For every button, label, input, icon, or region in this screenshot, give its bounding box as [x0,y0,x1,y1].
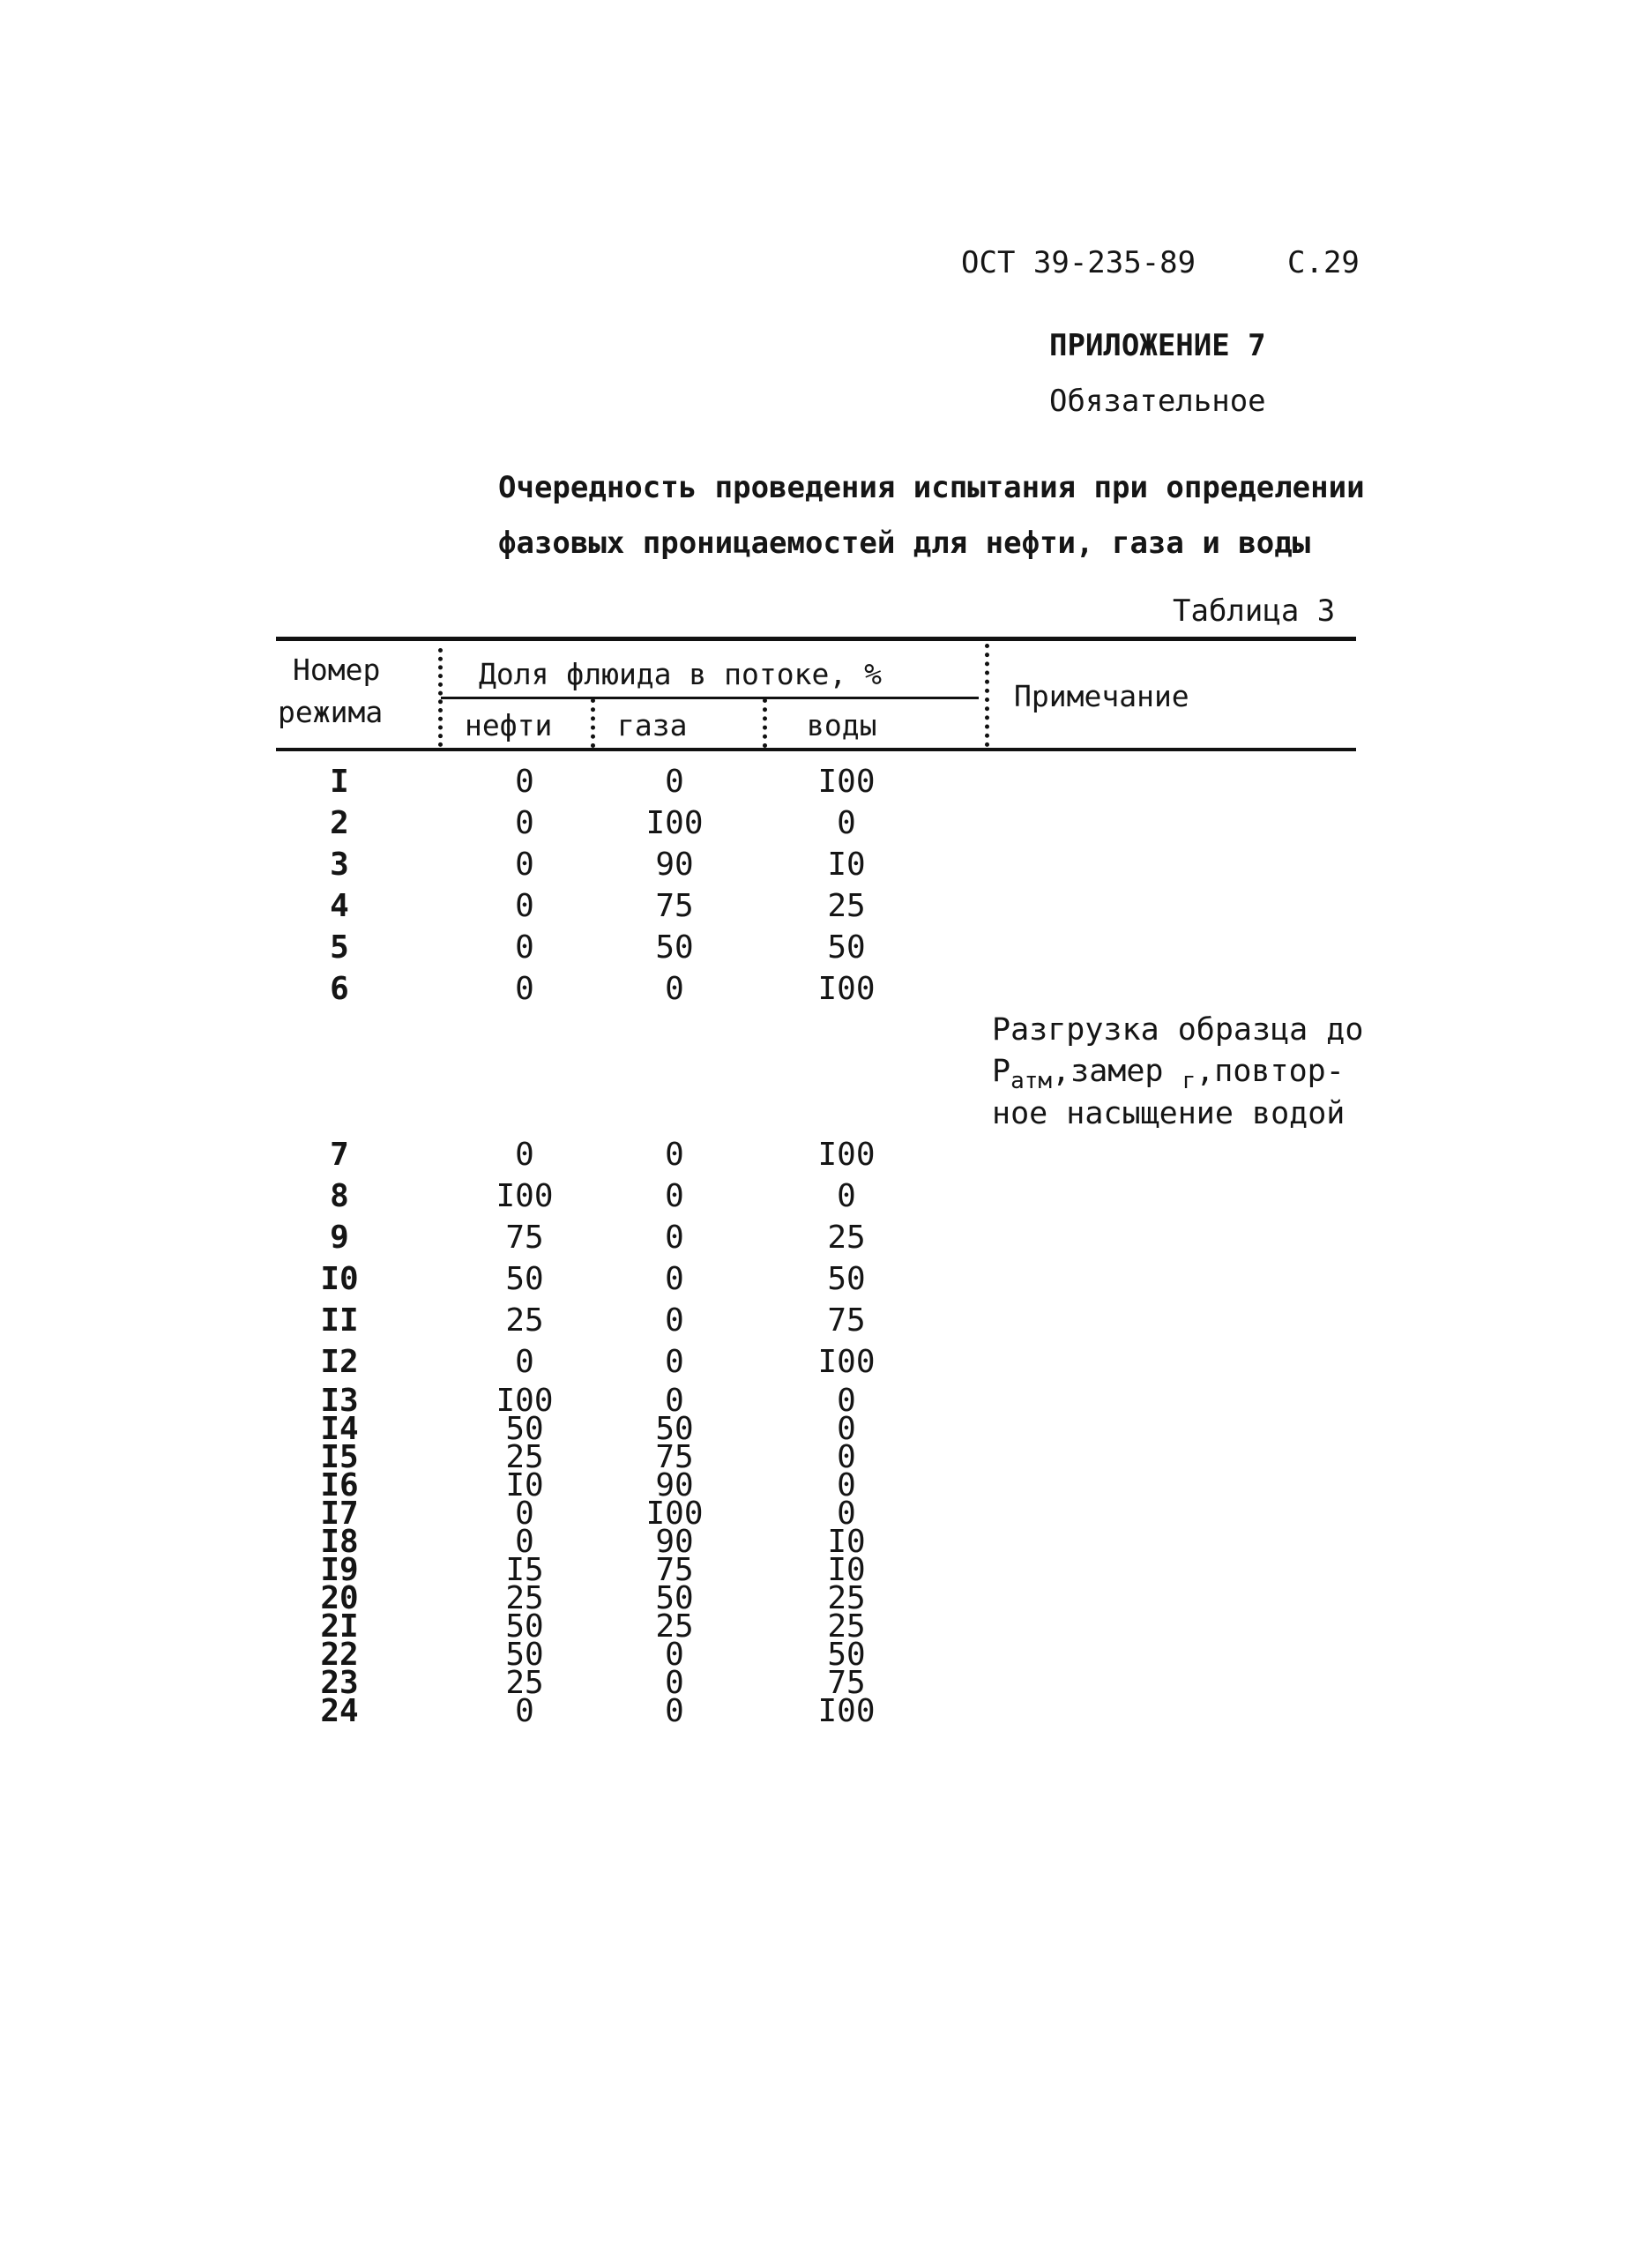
appendix-title: ПРИЛОЖЕНИЕ 7 [1049,328,1266,363]
cell-oil: 0 [515,1137,534,1173]
cell-mode: 23 [320,1665,359,1701]
header-note: Примечание [1014,679,1189,713]
cell-mode: I3 [320,1383,359,1419]
cell-oil: 25 [505,1665,544,1701]
cell-gas: 75 [655,888,694,924]
table-label: Таблица 3 [1173,593,1336,629]
table-caption-line1: Очередность проведения испытания при определении [498,470,1365,505]
cell-gas: 90 [655,1467,694,1503]
cell-gas: 50 [655,929,694,966]
cell-water: I0 [827,1524,866,1560]
cell-mode: I5 [320,1439,359,1475]
cell-oil: I00 [496,1383,554,1419]
header-fraction: Доля флюида в потоке, % [479,657,882,691]
cell-oil: 50 [505,1637,544,1673]
cell-oil: 0 [515,1524,534,1560]
cell-mode: II [320,1302,359,1339]
table-header-bottom-rule [276,748,1356,751]
cell-oil: 0 [515,805,534,841]
cell-oil: 50 [505,1608,544,1645]
column-separator [985,644,989,747]
cell-oil: 0 [515,888,534,924]
cell-water: I0 [827,1552,866,1588]
subheader-rule [441,697,979,699]
cell-gas: 0 [665,1302,684,1339]
table-caption-line2: фазовых проницаемостей для нефти, газа и воды [498,526,1311,561]
header-mode-line1: Номер [293,653,381,687]
cell-water: I00 [817,1137,876,1173]
cell-water: 25 [827,1608,866,1645]
cell-gas: 0 [665,1383,684,1419]
table-top-rule [276,637,1356,641]
cell-gas: I00 [645,1496,704,1532]
note-line3: ное насыщение водой [992,1096,1345,1131]
note-line1: Разгрузка образца до [992,1012,1364,1048]
cell-water: 50 [827,929,866,966]
cell-oil: I5 [505,1552,544,1588]
header-water: воды [807,708,877,742]
cell-gas: 75 [655,1552,694,1588]
cell-water: I0 [827,847,866,883]
cell-gas: 0 [665,1178,684,1214]
cell-gas: 25 [655,1608,694,1645]
cell-oil: 0 [515,1693,534,1729]
cell-water: 25 [827,1220,866,1256]
cell-gas: 50 [655,1580,694,1616]
cell-gas: 0 [665,1261,684,1297]
cell-gas: 0 [665,1220,684,1256]
cell-oil: 50 [505,1411,544,1447]
note-g-subscript: г [1181,1068,1196,1094]
cell-gas: 0 [665,1665,684,1701]
header-mode-line2: режима [278,695,384,729]
column-separator [763,698,767,748]
cell-gas: 90 [655,1524,694,1560]
cell-mode: 7 [330,1137,349,1173]
cell-water: 50 [827,1261,866,1297]
cell-mode: I4 [320,1411,359,1447]
cell-oil: 0 [515,1344,534,1380]
cell-gas: I00 [645,805,704,841]
column-separator [591,698,595,748]
appendix-status: Обязательное [1049,384,1266,419]
cell-mode: 9 [330,1220,349,1256]
cell-water: 75 [827,1665,866,1701]
cell-oil: 0 [515,929,534,966]
cell-gas: 75 [655,1439,694,1475]
cell-oil: 25 [505,1302,544,1339]
cell-water: I00 [817,1344,876,1380]
cell-water: I00 [817,971,876,1007]
cell-gas: 0 [665,1637,684,1673]
note-repeat: ,повтор- [1196,1054,1345,1089]
cell-mode: 6 [330,971,349,1007]
cell-oil: I0 [505,1467,544,1503]
cell-mode: I2 [320,1344,359,1380]
cell-mode: 8 [330,1178,349,1214]
cell-gas: 0 [665,971,684,1007]
cell-mode: I7 [320,1496,359,1532]
cell-oil: 0 [515,764,534,800]
cell-water: I00 [817,764,876,800]
cell-oil: 75 [505,1220,544,1256]
note-atm-subscript: атм [1010,1068,1053,1094]
cell-mode: 2I [320,1608,359,1645]
page-number: С.29 [1287,245,1360,280]
cell-mode: I6 [320,1467,359,1503]
cell-mode: 2 [330,805,349,841]
cell-oil: 0 [515,847,534,883]
cell-mode: 20 [320,1580,359,1616]
cell-gas: 0 [665,1344,684,1380]
document-code: ОСТ 39-235-89 [961,245,1196,280]
cell-gas: 0 [665,764,684,800]
cell-water: 50 [827,1637,866,1673]
cell-mode: I [330,764,349,800]
cell-water: I00 [817,1693,876,1729]
cell-water: 0 [837,1439,856,1475]
cell-mode: I8 [320,1524,359,1560]
cell-gas: 50 [655,1411,694,1447]
cell-oil: 25 [505,1439,544,1475]
column-separator [438,648,443,747]
cell-oil: 50 [505,1261,544,1297]
cell-water: 0 [837,1178,856,1214]
cell-water: 75 [827,1302,866,1339]
cell-water: 25 [827,1580,866,1616]
cell-gas: 0 [665,1137,684,1173]
cell-mode: 22 [320,1637,359,1673]
cell-oil: 25 [505,1580,544,1616]
note-p: P [992,1054,1011,1089]
cell-gas: 0 [665,1693,684,1729]
cell-mode: 4 [330,888,349,924]
note-measure: ,замер [1052,1054,1182,1089]
cell-mode: 3 [330,847,349,883]
cell-water: 25 [827,888,866,924]
cell-water: 0 [837,1496,856,1532]
cell-oil: I00 [496,1178,554,1214]
cell-mode: I0 [320,1261,359,1297]
cell-oil: 0 [515,971,534,1007]
cell-water: 0 [837,1467,856,1503]
cell-oil: 0 [515,1496,534,1532]
cell-water: 0 [837,1411,856,1447]
cell-water: 0 [837,1383,856,1419]
cell-mode: 5 [330,929,349,966]
header-oil: нефти [465,708,553,742]
cell-mode: I9 [320,1552,359,1588]
cell-gas: 90 [655,847,694,883]
cell-water: 0 [837,805,856,841]
header-gas: газа [617,708,688,742]
cell-mode: 24 [320,1693,359,1729]
